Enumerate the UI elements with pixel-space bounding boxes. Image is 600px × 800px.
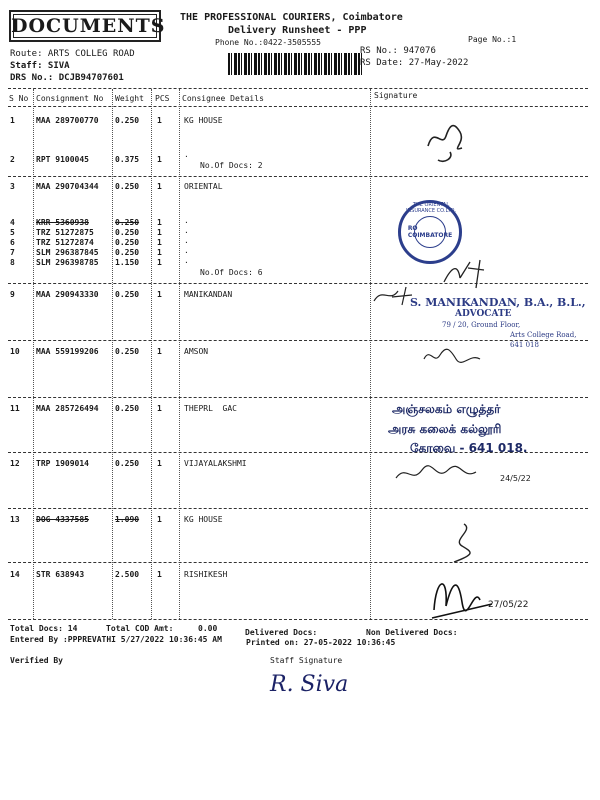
row-weight: 0.250 — [115, 459, 140, 468]
advocate-address-3: 641 018 — [510, 341, 539, 349]
row-consignee: . — [184, 256, 189, 265]
signature-row14 — [428, 566, 498, 622]
row-consignee: . — [184, 236, 189, 245]
total-cod-label: Total COD Amt: — [106, 624, 174, 633]
row-divider — [8, 562, 588, 563]
row-consignee: KG HOUSE — [184, 515, 223, 524]
col-header-sno: S No — [9, 94, 29, 103]
delivered-docs: Delivered Docs: — [245, 628, 318, 637]
row-sno: 13 — [10, 515, 20, 524]
table-bottom-rule — [8, 619, 588, 620]
row-pcs: 1 — [157, 228, 162, 237]
row-weight: 0.250 — [115, 116, 140, 125]
handwritten-date-row14: 27/05/22 — [488, 600, 529, 610]
row-weight: 0.250 — [115, 404, 140, 413]
col-header-weight: Weight — [115, 94, 144, 103]
signature-row13 — [444, 520, 484, 566]
advocate-address-2: Arts College Road, — [510, 331, 577, 339]
col-divider — [370, 89, 371, 619]
row-weight: 2.500 — [115, 570, 140, 579]
row-consignee: THEPRL GAC — [184, 404, 237, 413]
row-sno: 5 — [10, 228, 15, 237]
row-consignee: . — [184, 150, 189, 159]
tamil-seal-line3: கோவை - 641 018. — [410, 441, 528, 455]
row-weight: 0.250 — [115, 290, 140, 299]
row-sno: 2 — [10, 155, 15, 164]
row-consignment: STR 638943 — [36, 570, 85, 579]
documents-logo: DOCUMENTS — [9, 10, 161, 42]
row-consignment: DOG 4337585 — [36, 515, 89, 524]
row-weight: 1.090 — [115, 515, 140, 524]
row-consignee: . — [184, 226, 189, 235]
page-number: Page No.:1 — [468, 35, 517, 44]
advocate-address-1: 79 / 20, Ground Floor, — [442, 321, 521, 329]
row-sno: 7 — [10, 248, 15, 257]
row-sno: 10 — [10, 347, 20, 356]
row-consignment: TRP 1909014 — [36, 459, 89, 468]
stamp-ring-text: THE ORIENTAL INSURANCE CO.LTD. — [405, 202, 457, 214]
row-consignee: . — [184, 216, 189, 225]
row-weight: 1.150 — [115, 258, 140, 267]
handwritten-date-row12: 24/5/22 — [500, 474, 531, 483]
docs-count: No.Of Docs: 2 — [200, 161, 263, 170]
row-sno: 6 — [10, 238, 15, 247]
row-sno: 11 — [10, 404, 20, 413]
signature-row10 — [420, 345, 500, 369]
signature-row12 — [392, 460, 482, 488]
row-consignee: AMSON — [184, 347, 209, 356]
runsheet-title: Delivery Runsheet - PPP — [228, 25, 367, 36]
row-pcs: 1 — [157, 116, 162, 125]
row-consignment: MAA 290704344 — [36, 182, 99, 191]
row-divider — [8, 508, 588, 509]
col-header-pcs: PCS — [155, 94, 170, 103]
row-sno: 12 — [10, 459, 20, 468]
rs-date: RS Date: 27-May-2022 — [360, 58, 469, 68]
row-weight: 0.250 — [115, 238, 140, 247]
row-pcs: 1 — [157, 347, 162, 356]
printed-on: Printed on: 27-05-2022 10:36:45 — [246, 638, 396, 647]
tamil-seal-line1: அஞ்சலகம் எழுத்தர் — [392, 402, 501, 416]
row-pcs: 1 — [157, 182, 162, 191]
row-consignee: . — [184, 246, 189, 255]
row-divider — [8, 340, 588, 341]
row-weight: 0.250 — [115, 228, 140, 237]
signature-row1 — [420, 118, 480, 168]
row-pcs: 1 — [157, 290, 162, 299]
staff-signature-label: Staff Signature — [270, 656, 343, 665]
row-pcs: 1 — [157, 248, 162, 257]
row-weight: 0.250 — [115, 218, 140, 227]
row-weight: 0.250 — [115, 347, 140, 356]
row-sno: 9 — [10, 290, 15, 299]
stamp-center-text: RO COIMBATORE — [414, 216, 446, 248]
row-consignment: SLM 296398785 — [36, 258, 99, 267]
row-consignee: ORIENTAL — [184, 182, 223, 191]
row-sno: 14 — [10, 570, 20, 579]
table-top-rule — [8, 88, 588, 89]
phone-number: Phone No.:0422-3505555 — [215, 38, 321, 47]
row-consignee: RISHIKESH — [184, 570, 228, 579]
rs-number: RS No.: 947076 — [360, 46, 436, 56]
signature-row3 — [440, 258, 500, 294]
company-name: THE PROFESSIONAL COURIERS, Coimbatore — [180, 12, 403, 23]
row-sno: 4 — [10, 218, 15, 227]
staff-signature: R. Siva — [270, 672, 349, 697]
oriental-insurance-stamp — [398, 200, 462, 264]
row-consignee: VIJAYALAKSHMI — [184, 459, 247, 468]
entered-by: Entered By :PPPREVATHI 5/27/2022 10:36:45 AM — [10, 635, 222, 644]
row-divider — [8, 397, 588, 398]
row-pcs: 1 — [157, 238, 162, 247]
row-consignment: MAA 559199206 — [36, 347, 99, 356]
drs-number: DRS No.: DCJB94707601 — [10, 73, 124, 83]
row-consignment: SLM 296387845 — [36, 248, 99, 257]
total-docs: Total Docs: 14 — [10, 624, 78, 633]
row-pcs: 1 — [157, 155, 162, 164]
barcode-image — [228, 53, 364, 75]
docs-count: No.Of Docs: 6 — [200, 268, 263, 277]
row-consignment: TRZ 51272874 — [36, 238, 94, 247]
col-divider — [151, 89, 152, 619]
staff: Staff: SIVA — [10, 61, 70, 71]
row-sno: 8 — [10, 258, 15, 267]
row-sno: 1 — [10, 116, 15, 125]
verified-by: Verified By — [10, 656, 63, 665]
col-divider — [33, 89, 34, 619]
row-weight: 0.250 — [115, 248, 140, 257]
row-pcs: 1 — [157, 459, 162, 468]
col-header-consignment: Consignment No — [36, 94, 104, 103]
row-pcs: 1 — [157, 218, 162, 227]
row-divider — [8, 283, 588, 284]
col-header-consignee: Consignee Details — [182, 94, 264, 103]
col-header-signature: Signature — [374, 91, 418, 100]
col-divider — [179, 89, 180, 619]
row-divider — [8, 176, 588, 177]
row-pcs: 1 — [157, 515, 162, 524]
col-divider — [112, 89, 113, 619]
advocate-title: ADVOCATE — [455, 309, 512, 319]
row-pcs: 1 — [157, 570, 162, 579]
row-consignment: MAA 289700770 — [36, 116, 99, 125]
header-bottom-rule — [8, 106, 588, 107]
row-consignment: MAA 285726494 — [36, 404, 99, 413]
row-pcs: 1 — [157, 258, 162, 267]
row-consignment: MAA 290943330 — [36, 290, 99, 299]
row-consignment: KRR 5360938 — [36, 218, 89, 227]
tamil-seal-line2: அரசு கலைக் கல்லூரி — [388, 422, 502, 436]
row-sno: 3 — [10, 182, 15, 191]
advocate-name: S. MANIKANDAN, B.A., B.L., — [410, 296, 586, 309]
row-consignee: MANIKANDAN — [184, 290, 233, 299]
total-cod-value: 0.00 — [198, 624, 218, 633]
row-consignee: KG HOUSE — [184, 116, 223, 125]
row-consignment: RPT 9100045 — [36, 155, 89, 164]
row-weight: 0.375 — [115, 155, 140, 164]
non-delivered-docs: Non Delivered Docs: — [366, 628, 458, 637]
route: Route: ARTS COLLEG ROAD — [10, 49, 135, 59]
row-pcs: 1 — [157, 404, 162, 413]
row-weight: 0.250 — [115, 182, 140, 191]
row-consignment: TRZ 51272875 — [36, 228, 94, 237]
